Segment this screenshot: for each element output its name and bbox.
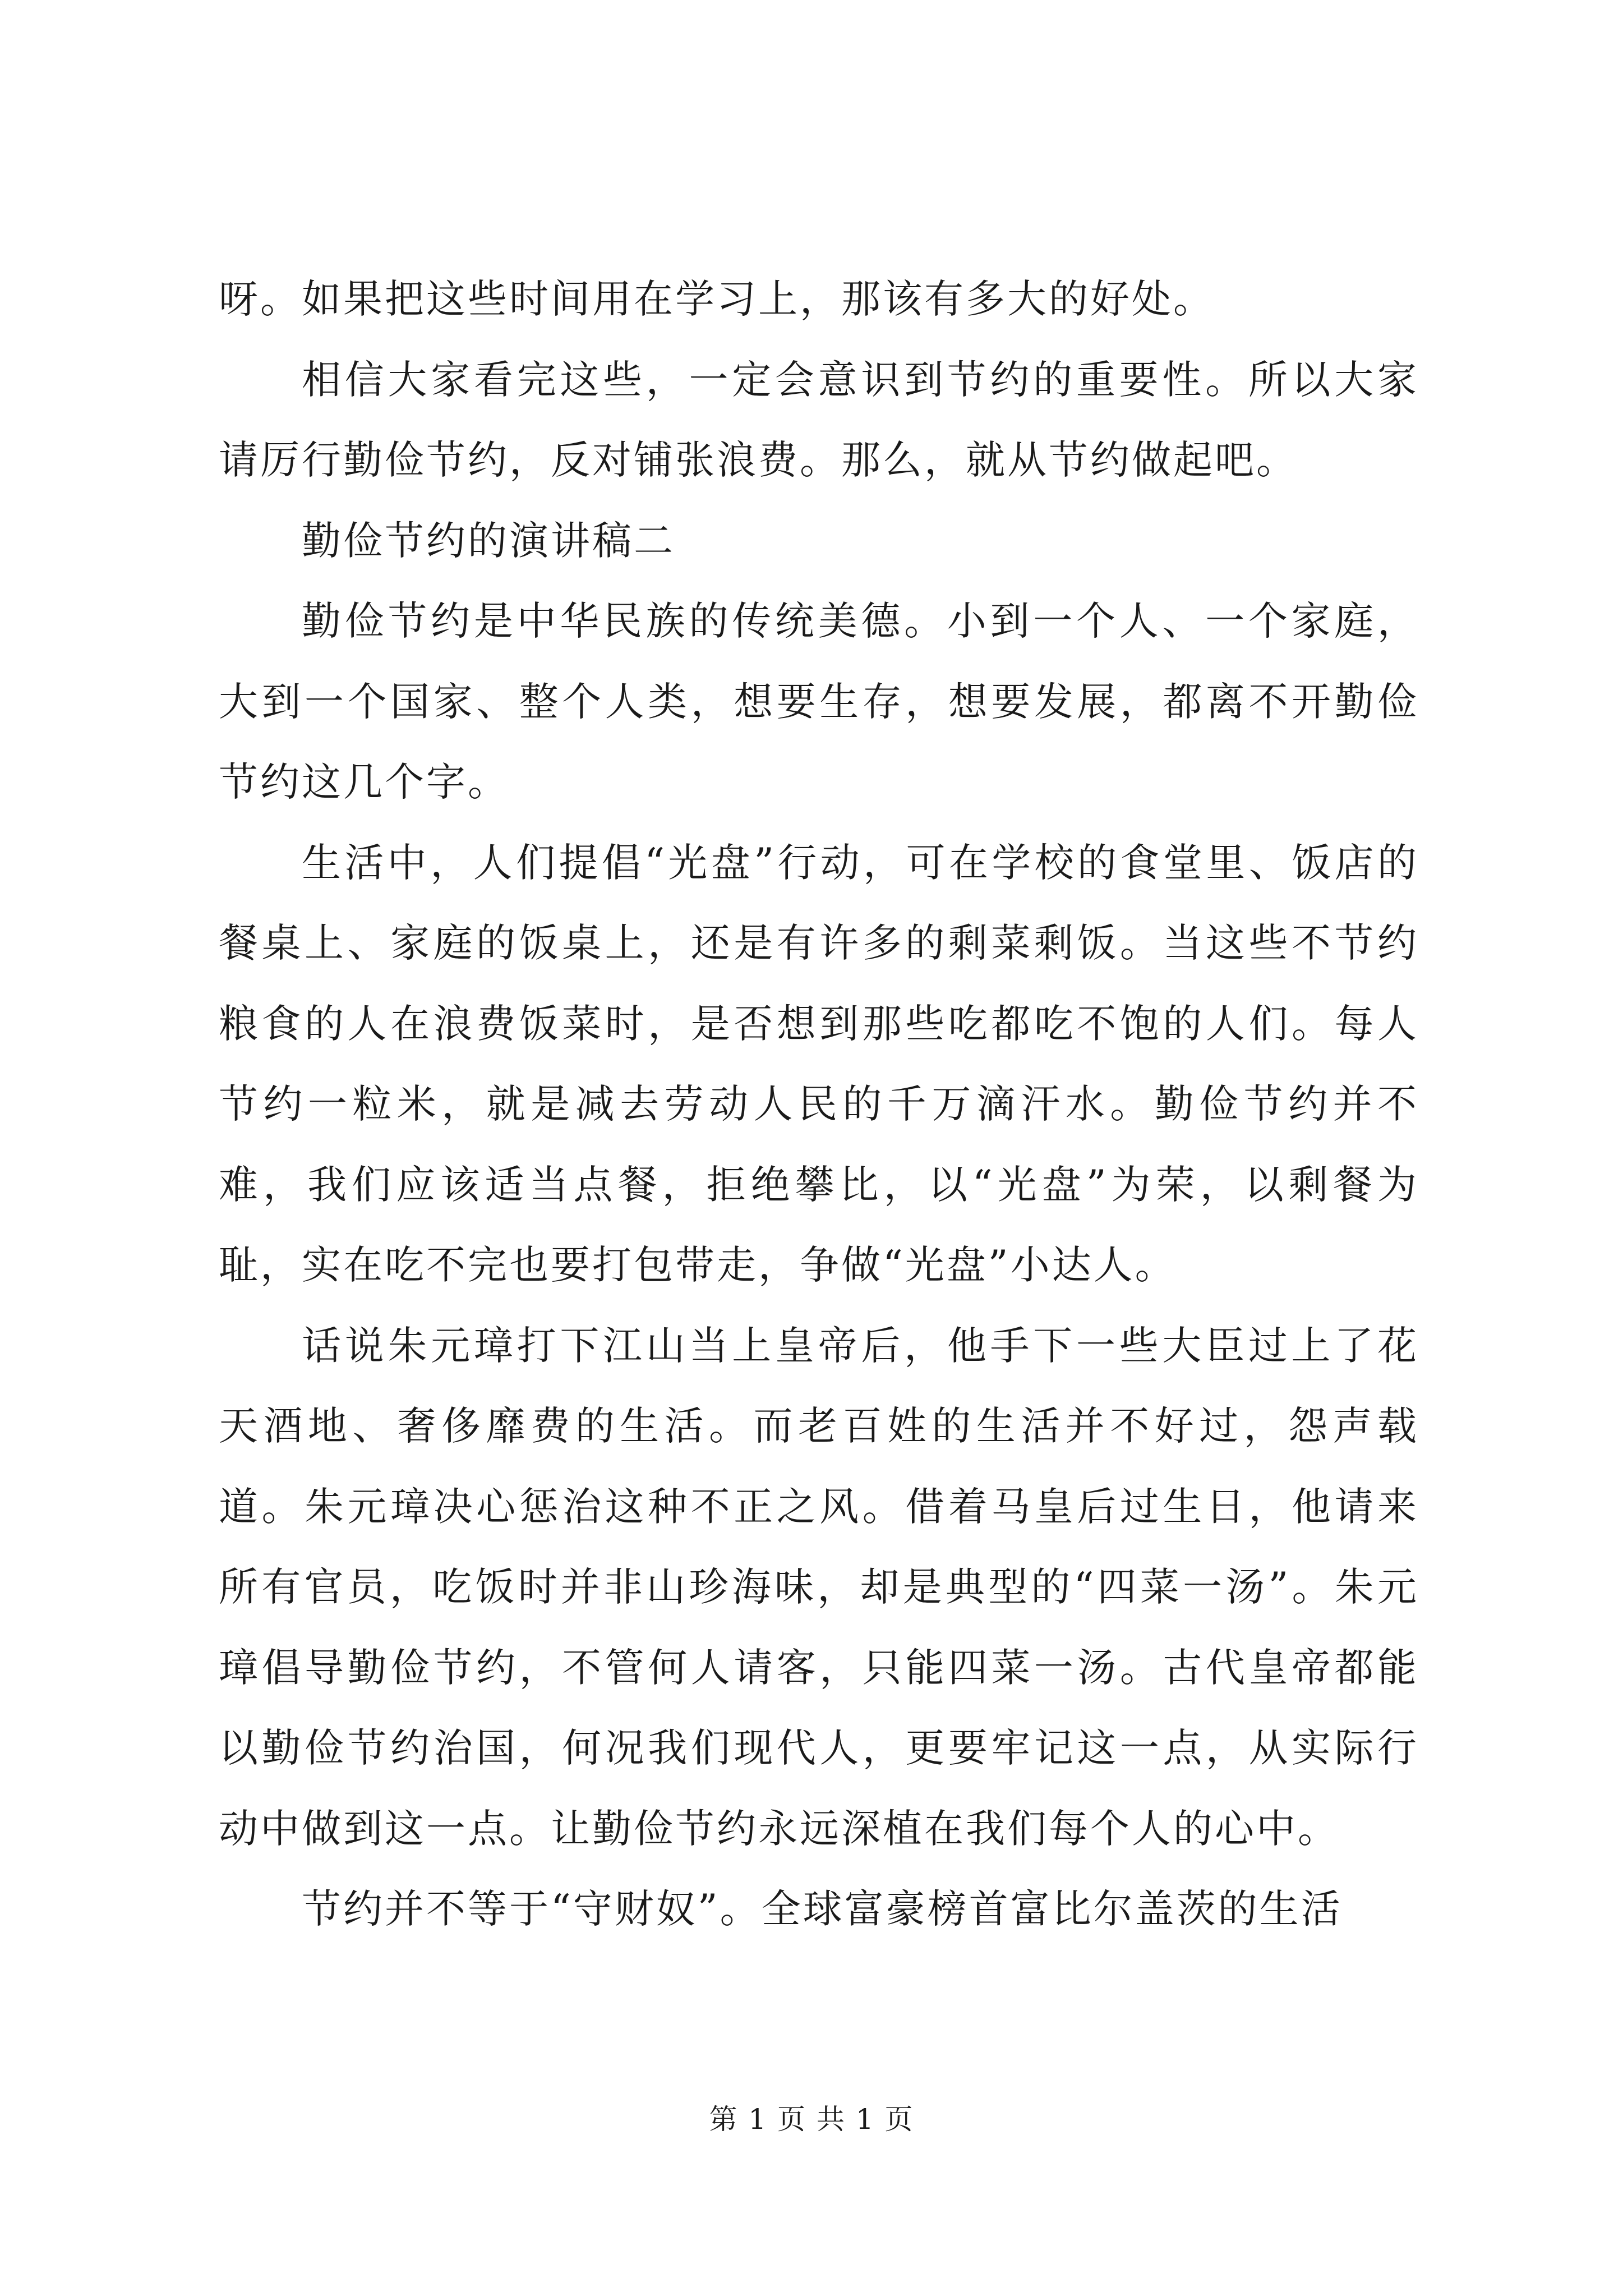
section-heading: 勤俭节约的演讲稿二: [302, 517, 675, 564]
paragraph: 勤俭节约是中华民族的传统美德。小到一个人、一个家庭，大到一个国家、整个人类，想要生存，想要发展，都离不开勤俭节约这几个字。: [219, 598, 1419, 805]
paragraph: 生活中，人们提倡“光盘”行动，可在学校的食堂里、饭店的餐桌上、家庭的饭桌上，还是有许多的剩菜剩饭。当这些不节约粮食的人在浪费饭菜时，是否想到那些吃都吃不饱的人们。每人节约一粒米，就是减去劳动人民的千万滴汗水。勤俭节约并不难，我们应该适当点餐，拒绝攀比，以“光盘”为荣，以剩餐为耻，实在吃不完也要打包带走，争做“光盘”小达人。: [219, 839, 1419, 1288]
document-body: [219, 259, 1419, 1950]
paragraph: 呀。如果把这些时间用在学习上，那该有多大的好处。: [219, 276, 1215, 322]
paragraph: 相信大家看完这些，一定会意识到节约的重要性。所以大家请厉行勤俭节约，反对铺张浪费。那么，就从节约做起吧。: [219, 356, 1419, 483]
page-footer: 第 1 页 共 1 页: [709, 2103, 914, 2136]
paragraph: 话说朱元璋打下江山当上皇帝后，他手下一些大臣过上了花天酒地、奢侈靡费的生活。而老百姓的生活并不好过，怨声载道。朱元璋决心惩治这种不正之风。借着马皇后过生日，他请来所有官员，吃饭时并非山珍海味，却是典型的“四菜一汤”。朱元璋倡导勤俭节约，不管何人请客，只能四菜一汤。古代皇帝都能以勤俭节约治国，何况我们现代人，更要牢记这一点，从实际行动中做到这一点。让勤俭节约永远深植在我们每个人的心中。: [219, 1322, 1419, 1852]
paragraph: 节约并不等于“守财奴”。全球富豪榜首富比尔盖茨的生活: [302, 1886, 1343, 1932]
